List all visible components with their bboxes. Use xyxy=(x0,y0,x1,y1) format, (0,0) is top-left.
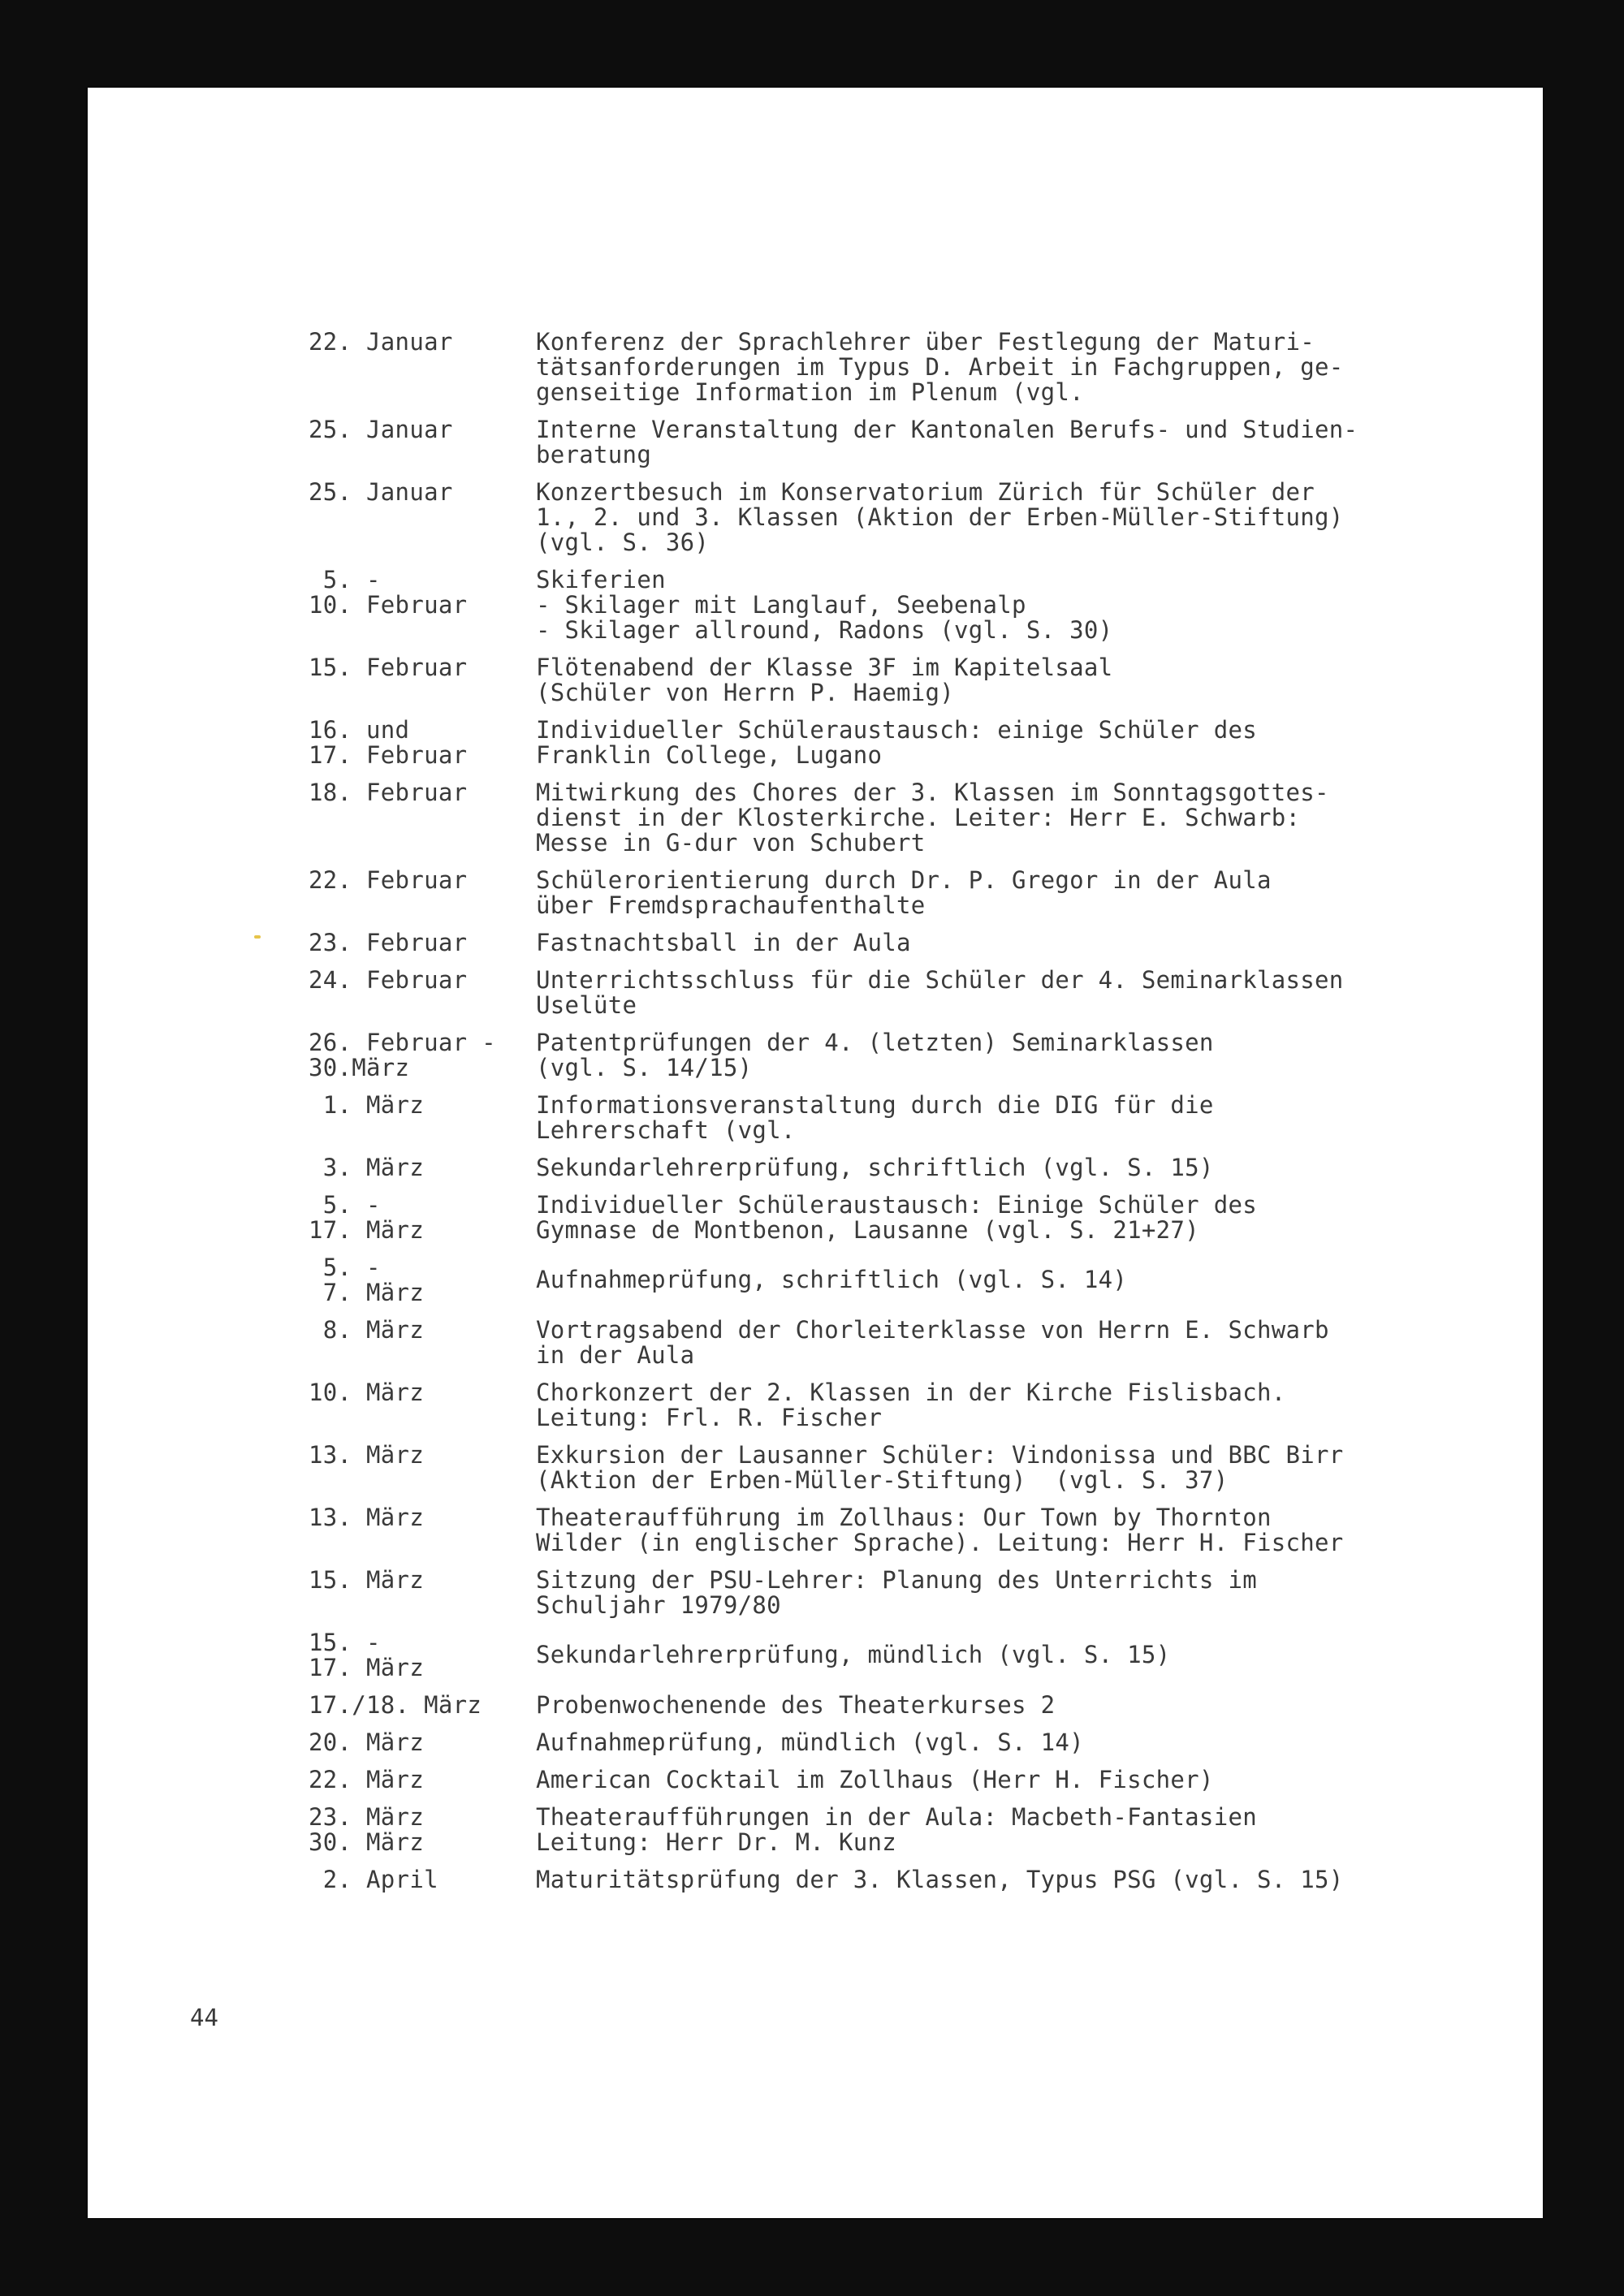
entry-text: Vortragsabend der Chorleiterklasse von Herrn E. Schwarb in der Aula xyxy=(536,1316,1329,1369)
entry-date: 26. Februar - 30.März xyxy=(309,1029,496,1081)
entry-date: 10. März xyxy=(309,1379,425,1406)
schedule-entry xyxy=(309,417,1510,468)
entry-text: Konzertbesuch im Konservatorium Zürich für Schüler der 1., 2. und 3. Klassen (Aktion der Erben-Müller-Stiftung) (vgl. S. 36) xyxy=(536,478,1344,556)
entry-date: 17./18. März xyxy=(309,1691,482,1719)
entry-date: 1. März xyxy=(309,1091,425,1119)
entry-date: 22. Januar xyxy=(309,328,453,356)
entry-text: Sekundarlehrerprüfung, schriftlich (vgl. S. 15) xyxy=(536,1154,1214,1181)
schedule-list xyxy=(309,330,1510,1905)
entry-date: 22. März xyxy=(309,1766,425,1793)
entry-text: Fastnachtsball in der Aula xyxy=(536,929,911,956)
entry-text: Theateraufführung im Zollhaus: Our Town by Thornton Wilder (in englischer Sprache). Leitung: Herr H. Fischer xyxy=(536,1504,1344,1556)
entry-date: 25. Januar xyxy=(309,416,453,443)
schedule-entry xyxy=(309,868,1510,918)
entry-text: Sekundarlehrerprüfung, mündlich (vgl. S. 15) xyxy=(536,1641,1171,1668)
entry-date: 23. März 30. März xyxy=(309,1803,425,1856)
schedule-entry xyxy=(309,1255,1510,1306)
schedule-entry xyxy=(309,930,1510,956)
entry-text: Maturitätsprüfung der 3. Klassen, Typus PSG (vgl. S. 15) xyxy=(536,1866,1344,1893)
entry-date: 24. Februar xyxy=(309,966,468,994)
entry-text: Mitwirkung des Chores der 3. Klassen im Sonntagsgottes- dienst in der Klosterkirche. Leiter: Herr E. Schwarb: Messe in G-dur von Schubert xyxy=(536,779,1329,857)
entry-text: Skiferien - Skilager mit Langlauf, Seebenalp - Skilager allround, Radons (vgl. S. 30) xyxy=(536,566,1113,644)
entry-text: Interne Veranstaltung der Kantonalen Berufs- und Studien- beratung xyxy=(536,416,1358,468)
schedule-entry xyxy=(309,1505,1510,1556)
schedule-entry xyxy=(309,655,1510,706)
entry-date: 25. Januar xyxy=(309,478,453,506)
schedule-entry xyxy=(309,1155,1510,1180)
schedule-entry xyxy=(309,780,1510,856)
schedule-entry xyxy=(309,1693,1510,1718)
entry-text: Chorkonzert der 2. Klassen in der Kirche Fislisbach. Leitung: Frl. R. Fischer xyxy=(536,1379,1286,1431)
entry-date: 16. und 17. Februar xyxy=(309,716,468,769)
schedule-entry xyxy=(309,718,1510,768)
entry-date: 15. - 17. März xyxy=(309,1629,425,1681)
schedule-entry xyxy=(309,1030,1510,1081)
entry-date: 13. März xyxy=(309,1504,425,1531)
entry-text: Individueller Schüleraustausch: Einige Schüler des Gymnase de Montbenon, Lausanne (vgl. S. 21+27) xyxy=(536,1191,1257,1244)
entry-text: Patentprüfungen der 4. (letzten) Seminarklassen (vgl. S. 14/15) xyxy=(536,1029,1214,1081)
entry-date: 5. - 17. März xyxy=(309,1191,425,1244)
entry-date: 18. Februar xyxy=(309,779,468,806)
entry-text: Schülerorientierung durch Dr. P. Gregor in der Aula über Fremdsprachaufenthalte xyxy=(536,866,1272,919)
entry-text: Probenwochenende des Theaterkurses 2 xyxy=(536,1691,1056,1719)
page-number: 44 xyxy=(190,2004,218,2031)
entry-text: Individueller Schüleraustausch: einige Schüler des Franklin College, Lugano xyxy=(536,716,1257,769)
entry-date: 8. März xyxy=(309,1316,425,1344)
entry-date: 5. - 7. März xyxy=(322,1254,425,1306)
entry-date: 2. April xyxy=(309,1866,438,1893)
schedule-entry xyxy=(309,1318,1510,1368)
paper-speck xyxy=(254,935,261,939)
schedule-entry xyxy=(309,1730,1510,1755)
schedule-entry xyxy=(309,968,1510,1018)
entry-date: 15. Februar xyxy=(309,654,468,681)
entry-text: Exkursion der Lausanner Schüler: Vindonissa und BBC Birr (Aktion der Erben-Müller-Stiftung) (vgl. S. 37) xyxy=(536,1441,1344,1494)
schedule-entry xyxy=(309,1767,1510,1793)
schedule-entry xyxy=(309,1805,1510,1855)
schedule-entry xyxy=(309,1443,1510,1493)
entry-text: Sitzung der PSU-Lehrer: Planung des Unterrichts im Schuljahr 1979/80 xyxy=(536,1566,1257,1619)
entry-text: American Cocktail im Zollhaus (Herr H. Fischer) xyxy=(536,1766,1214,1793)
entry-date: 22. Februar xyxy=(309,866,468,894)
schedule-entry xyxy=(309,1630,1510,1681)
document-page xyxy=(88,88,1543,2218)
entry-text: Unterrichtsschluss für die Schüler der 4. Seminarklassen Uselüte xyxy=(536,966,1344,1019)
entry-text: Flötenabend der Klasse 3F im Kapitelsaal (Schüler von Herrn P. Haemig) xyxy=(536,654,1113,706)
schedule-entry xyxy=(309,480,1510,555)
entry-date: 15. März xyxy=(309,1566,425,1594)
entry-date: 20. März xyxy=(309,1728,425,1756)
entry-text: Konferenz der Sprachlehrer über Festlegung der Maturi- tätsanforderungen im Typus D. Arbeit in Fachgruppen, ge- genseitige Information im Plenum (vgl. xyxy=(536,328,1344,406)
schedule-entry xyxy=(309,568,1510,643)
entry-text: Informationsveranstaltung durch die DIG für die Lehrerschaft (vgl. xyxy=(536,1091,1214,1144)
entry-date: 23. Februar xyxy=(309,929,468,956)
schedule-entry xyxy=(309,1093,1510,1143)
schedule-entry xyxy=(309,1380,1510,1431)
entry-date: 5. - 10. Februar xyxy=(309,566,468,619)
entry-date: 13. März xyxy=(309,1441,425,1469)
entry-text: Aufnahmeprüfung, schriftlich (vgl. S. 14) xyxy=(536,1266,1128,1293)
schedule-entry xyxy=(309,1867,1510,1892)
entry-text: Aufnahmeprüfung, mündlich (vgl. S. 14) xyxy=(536,1728,1084,1756)
schedule-entry xyxy=(309,330,1510,405)
schedule-entry xyxy=(309,1568,1510,1618)
schedule-entry xyxy=(309,1193,1510,1243)
entry-text: Theateraufführungen in der Aula: Macbeth-Fantasien Leitung: Herr Dr. M. Kunz xyxy=(536,1803,1257,1856)
entry-date: 3. März xyxy=(309,1154,425,1181)
